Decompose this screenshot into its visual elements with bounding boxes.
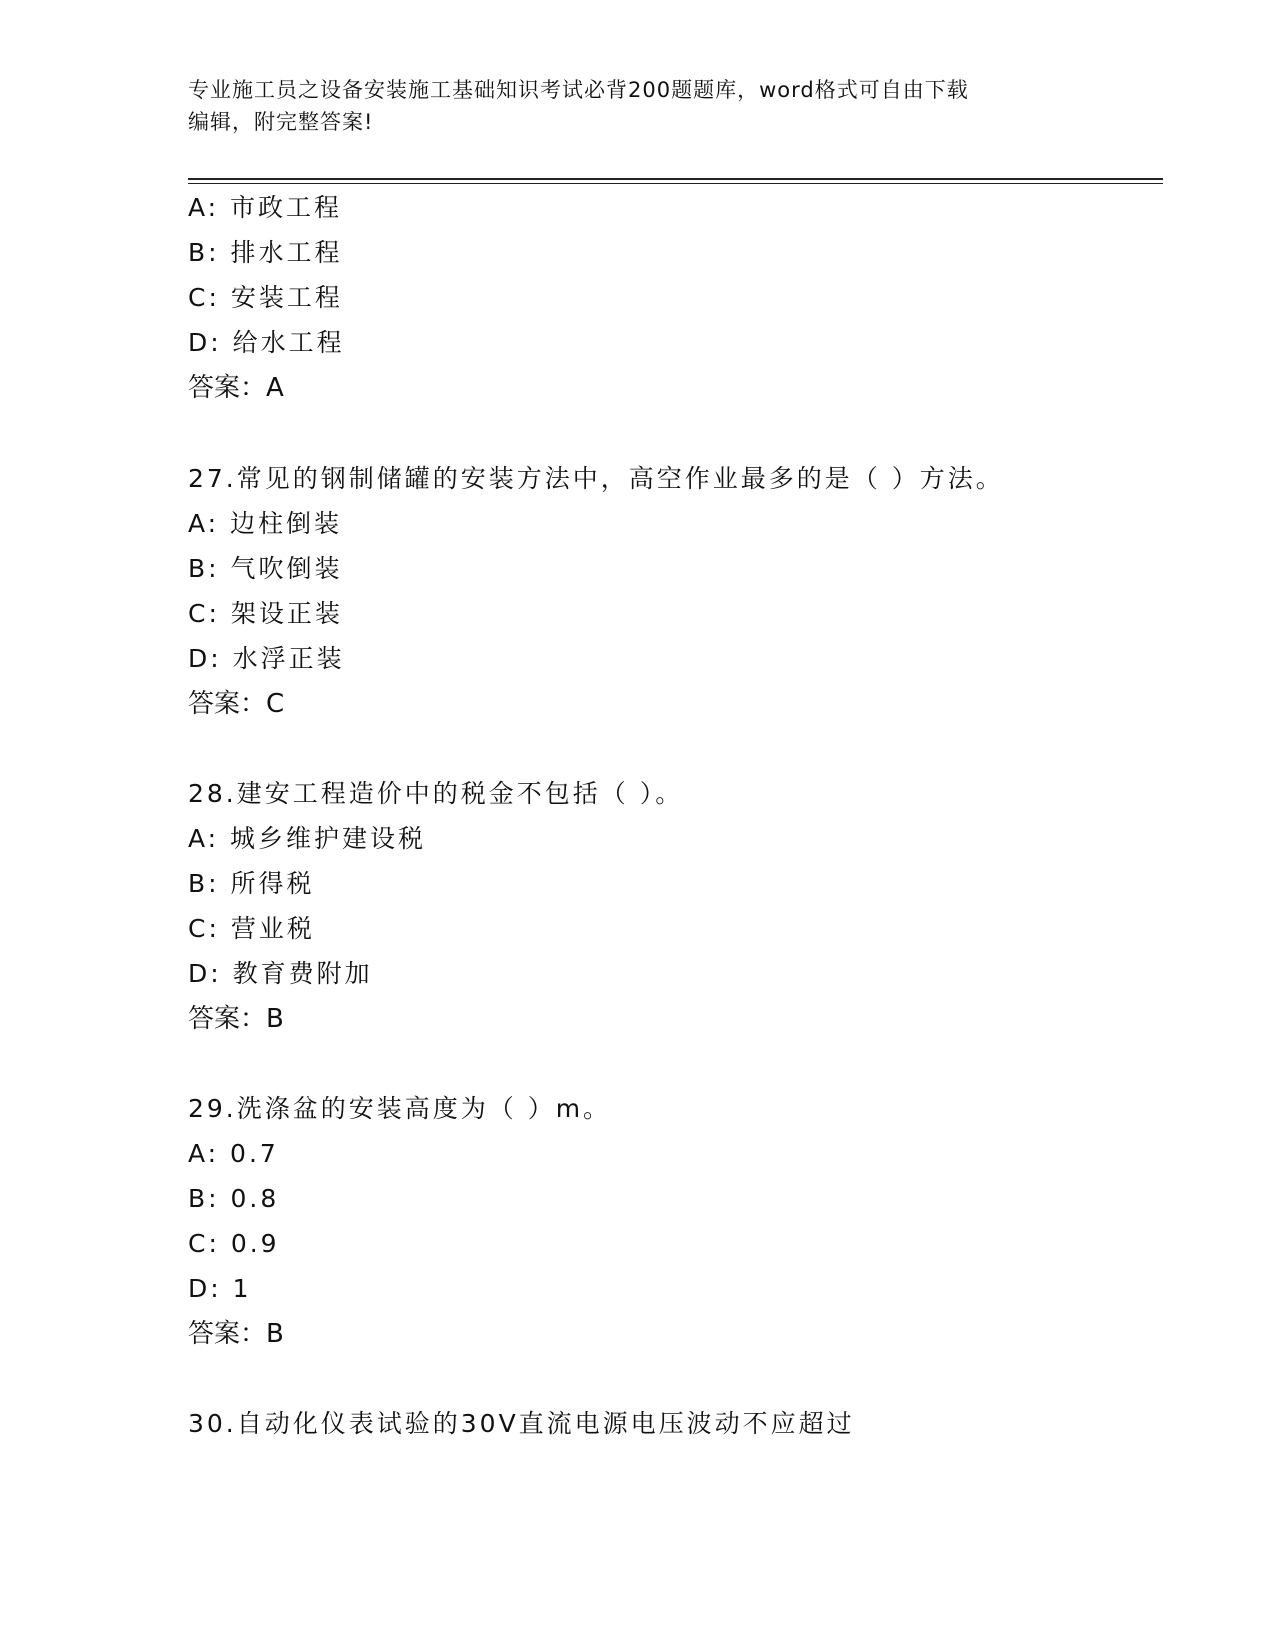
header-line-2: 编辑，附完整答案! (188, 110, 374, 134)
q28-stem: 28.建安工程造价中的税金不包括（ ）。 (188, 779, 684, 808)
document-header (188, 74, 1088, 138)
q27-option-d: D: 水浮正装 (188, 644, 345, 673)
q27-stem: 27.常见的钢制储罐的安装方法中，高空作业最多的是（ ）方法。 (188, 464, 1004, 493)
header-rule-thin (188, 183, 1163, 184)
q30-stem: 30.自动化仪表试验的30V直流电源电压波动不应超过 (188, 1409, 855, 1438)
q28-option-d: D: 教育费附加 (188, 959, 373, 988)
q27-option-b: B: 气吹倒装 (188, 554, 343, 583)
q26-option-d: D: 给水工程 (188, 328, 345, 357)
q29-option-d: D: 1 (188, 1274, 252, 1303)
q29-answer: 答案：B (188, 1319, 284, 1349)
q28-option-b: B: 所得税 (188, 869, 315, 898)
q29-option-a: A: 0.7 (188, 1139, 279, 1168)
q29-stem: 29.洗涤盆的安装高度为（ ）m。 (188, 1094, 612, 1123)
q29-option-b: B: 0.8 (188, 1184, 280, 1213)
q26-option-c: C: 安装工程 (188, 283, 343, 312)
q28-option-a: A: 城乡维护建设税 (188, 824, 427, 853)
q27-option-a: A: 边柱倒装 (188, 509, 343, 538)
q29-option-c: C: 0.9 (188, 1229, 280, 1258)
q28-answer: 答案：B (188, 1004, 284, 1034)
header-rule-thick (188, 178, 1163, 180)
q26-option-a: A: 市政工程 (188, 193, 343, 222)
q26-answer: 答案：A (188, 373, 284, 403)
header-line-1: 专业施工员之设备安装施工基础知识考试必背200题题库，word格式可自由下载 (188, 78, 969, 102)
q28-option-c: C: 营业税 (188, 914, 315, 943)
q27-answer: 答案：C (188, 689, 285, 719)
q27-option-c: C: 架设正装 (188, 599, 343, 628)
q26-option-b: B: 排水工程 (188, 238, 343, 267)
